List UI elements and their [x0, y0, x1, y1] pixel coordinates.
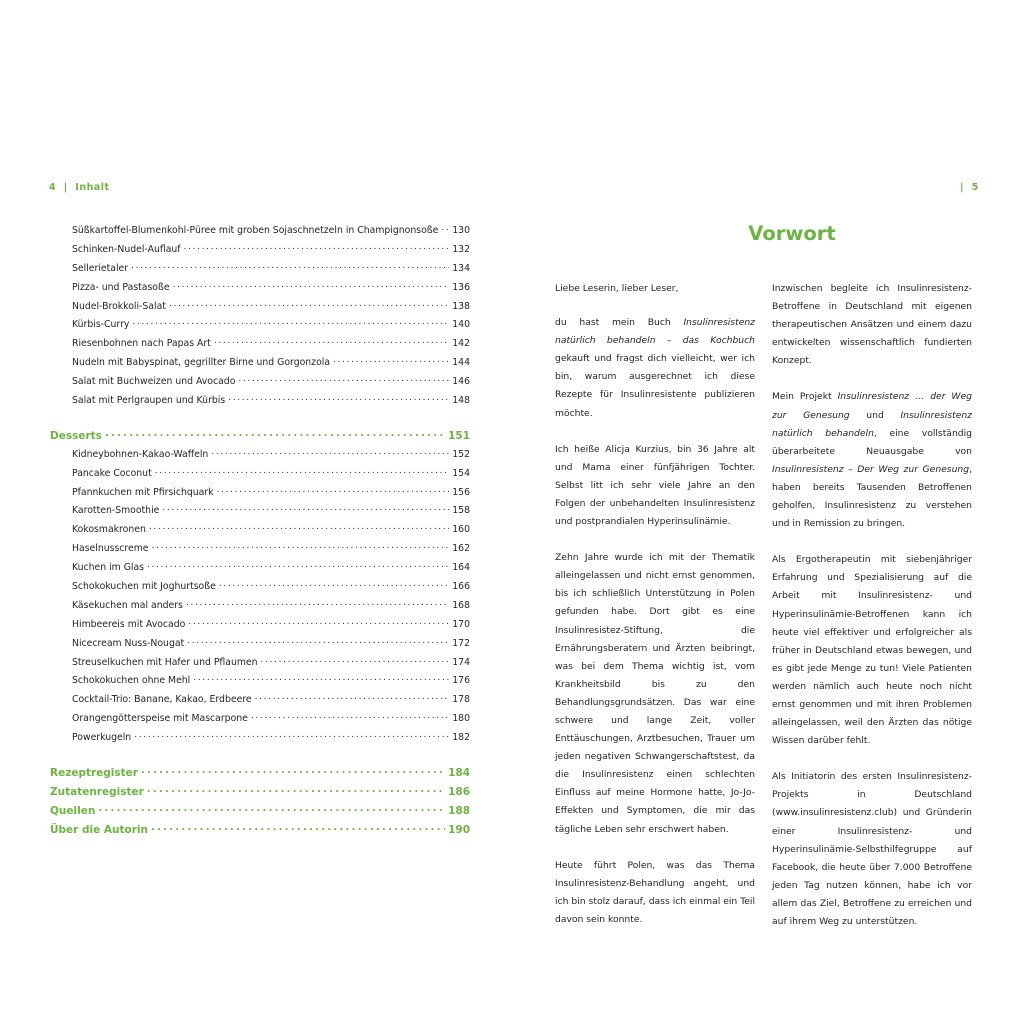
- paragraph: Als Initiatorin des ersten Insulinresistenz-Projekts in Deutschland (www.insulinresistenz.club) und Gründerin einer Insulinresistenz- und Hyperinsulinämie-Selbsthilfegruppe auf Facebook, die heute über 7.000 Betroffene jeden Tag nutzen können, habe ich vor allem das Ziel, Betroffene zu erreichen und auf ihrem Weg zu unterstützen.: [772, 771, 972, 927]
- paragraph: du hast mein Buch Insulinresistenz natürlich behandeln – das Kochbuch gekauft und fragst dich vielleicht, wer ich bin, warum ausgerechnet ich diese Rezepte für Insulinresistente publizieren möchte.: [555, 317, 755, 419]
- toc-entry: Pfannkuchen mit Pfirsichquark . . . 156: [50, 484, 470, 503]
- toc-section-rezeptregister: Rezeptregister . . . 184: [50, 764, 470, 783]
- toc-entry: Sellerietaler . . . 134: [50, 260, 470, 279]
- toc-section-desserts: Desserts . . . 151: [50, 427, 470, 446]
- toc-entry: Kürbis-Curry . . . 140: [50, 316, 470, 335]
- toc-entry: Käsekuchen mal anders . . . 168: [50, 597, 470, 616]
- toc-entry: Nudel-Brokkoli-Salat . . . 138: [50, 298, 470, 317]
- toc-section-autorin: Über die Autorin . . . 190: [50, 821, 470, 840]
- paragraph: Als Ergotherapeutin mit siebenjähriger Erfahrung und Spezialisierung auf die Arbeit mit Insulinresistenz- und Hyperinsulinämie-Betroffenen kann ich heute viel effektiver und erfolgreicher als früher in Deutschland etwas bewegen, und es gibt jede Menge zu tun! Viele Patienten werden nämlich auch heute noch nicht ernst genommen und mit ihren Problemen alleingelassen, weil den Ärzten das nötige Wissen darüber fehlt.: [772, 554, 972, 747]
- paragraph: Zehn Jahre wurde ich mit der Thematik alleingelassen und nicht ernst genommen, bis ich schließlich Unterstützung in Polen gefunden habe. Dort gibt es eine Insulinresistez-Stiftung, die Ernährungsberatern und Ärzten beibringt, was bei dem Thema wichtig ist, vom Krankheitsbild bis zu den Behandlungsgrundsätzen. Das war eine schwere und lange Zeit, voller Enttäuschungen, Arztbesuchen, Trauer um jeden negativen Schwangerschaftstest, da die Insulinresistenz einen schlechten Einfluss auf meine Hormone hatte, Jo-Jo-Effekten und Symptomen, die mir das tägliche Leben sehr erschwert haben.: [555, 552, 755, 835]
- toc-entry: Pizza- und Pastasoße . . . 136: [50, 279, 470, 298]
- toc-entry: Salat mit Perlgraupen und Kürbis . . . 148: [50, 392, 470, 411]
- toc-entry: Kidneybohnen-Kakao-Waffeln . . . 152: [50, 446, 470, 465]
- toc-section-zutatenregister: Zutatenregister . . . 186: [50, 783, 470, 802]
- paragraph: Mein Projekt Insulinresistenz … der Weg zur Genesung und Insulinresistenz natürlich behandeln, eine vollständig überarbeitete Neuausgabe von Insulinresistenz – Der Weg zur Genesung, haben bereits Tausenden Betroffenen geholfen, Insulinresistenz zu verstehen und in Remission zu bringen.: [772, 391, 972, 530]
- paragraph: Ich heiße Alicja Kurzius, bin 36 Jahre alt und Mama einer fünfjährigen Tochter. Selbst litt ich sehr viele Jahre an den Folgen der unbehandelten Insulinresistenz und postprandialen Hyperinsulinämie.: [555, 443, 755, 528]
- toc-entry: Haselnusscreme . . . 162: [50, 540, 470, 559]
- toc-entry: Süßkartoffel-Blumenkohl-Püree mit groben Sojaschnetzeln in Champignonsoße . . . 130: [50, 222, 470, 241]
- toc-entry: Powerkugeln . . . 182: [50, 729, 470, 748]
- toc-entry: Cocktail-Trio: Banane, Kakao, Erdbeere . . . 178: [50, 691, 470, 710]
- toc-entry: Riesenbohnen nach Papas Art . . . 142: [50, 335, 470, 354]
- text-column-left: [555, 280, 755, 947]
- toc-entry: Salat mit Buchweizen und Avocado . . . 146: [50, 373, 470, 392]
- toc-entry: Schinken-Nudel-Auflauf . . . 132: [50, 241, 470, 260]
- text-column-right: [772, 280, 972, 949]
- right-page: [512, 0, 1024, 1024]
- paragraph: Heute führt Polen, was das Thema Insulinresistenz-Behandlung angeht, und ich bin stolz darauf, dass ich einmal ein Teil davon sein konnte.: [555, 859, 755, 925]
- folio-left: 4 | Inhalt: [49, 182, 110, 193]
- toc-section-quellen: Quellen . . . 188: [50, 802, 470, 821]
- toc-entry: Kuchen im Glas . . . 164: [50, 559, 470, 578]
- toc-entry: Schokokuchen ohne Mehl . . . 176: [50, 672, 470, 691]
- paragraph: Inzwischen begleite ich Insulinresistenz-Betroffene in Deutschland mit eigenen therapeutischen Ansätzen und einem dazu entwickelten wissenschaftlich fundierten Konzept.: [772, 283, 972, 367]
- toc-entry: Nicecream Nuss-Nougat . . . 172: [50, 635, 470, 654]
- paragraph: Liebe Leserin, lieber Leser,: [555, 283, 679, 294]
- toc-entry: Schokokuchen mit Joghurtsoße . . . 166: [50, 578, 470, 597]
- toc-entry: Orangengötterspeise mit Mascarpone . . . 180: [50, 710, 470, 729]
- toc-entry: Karotten-Smoothie . . . 158: [50, 502, 470, 521]
- toc-entry: Himbeereis mit Avocado . . . 170: [50, 616, 470, 635]
- table-of-contents: [50, 222, 470, 840]
- toc-entry: Kokosmakronen . . . 160: [50, 521, 470, 540]
- toc-entry: Streuselkuchen mit Hafer und Pflaumen . . . 174: [50, 654, 470, 673]
- toc-entry: Nudeln mit Babyspinat, gegrillter Birne und Gorgonzola . . . 144: [50, 354, 470, 373]
- folio-right: | 5: [960, 182, 979, 193]
- page-title: Vorwort: [748, 222, 836, 245]
- toc-entry: Pancake Coconut . . . 154: [50, 465, 470, 484]
